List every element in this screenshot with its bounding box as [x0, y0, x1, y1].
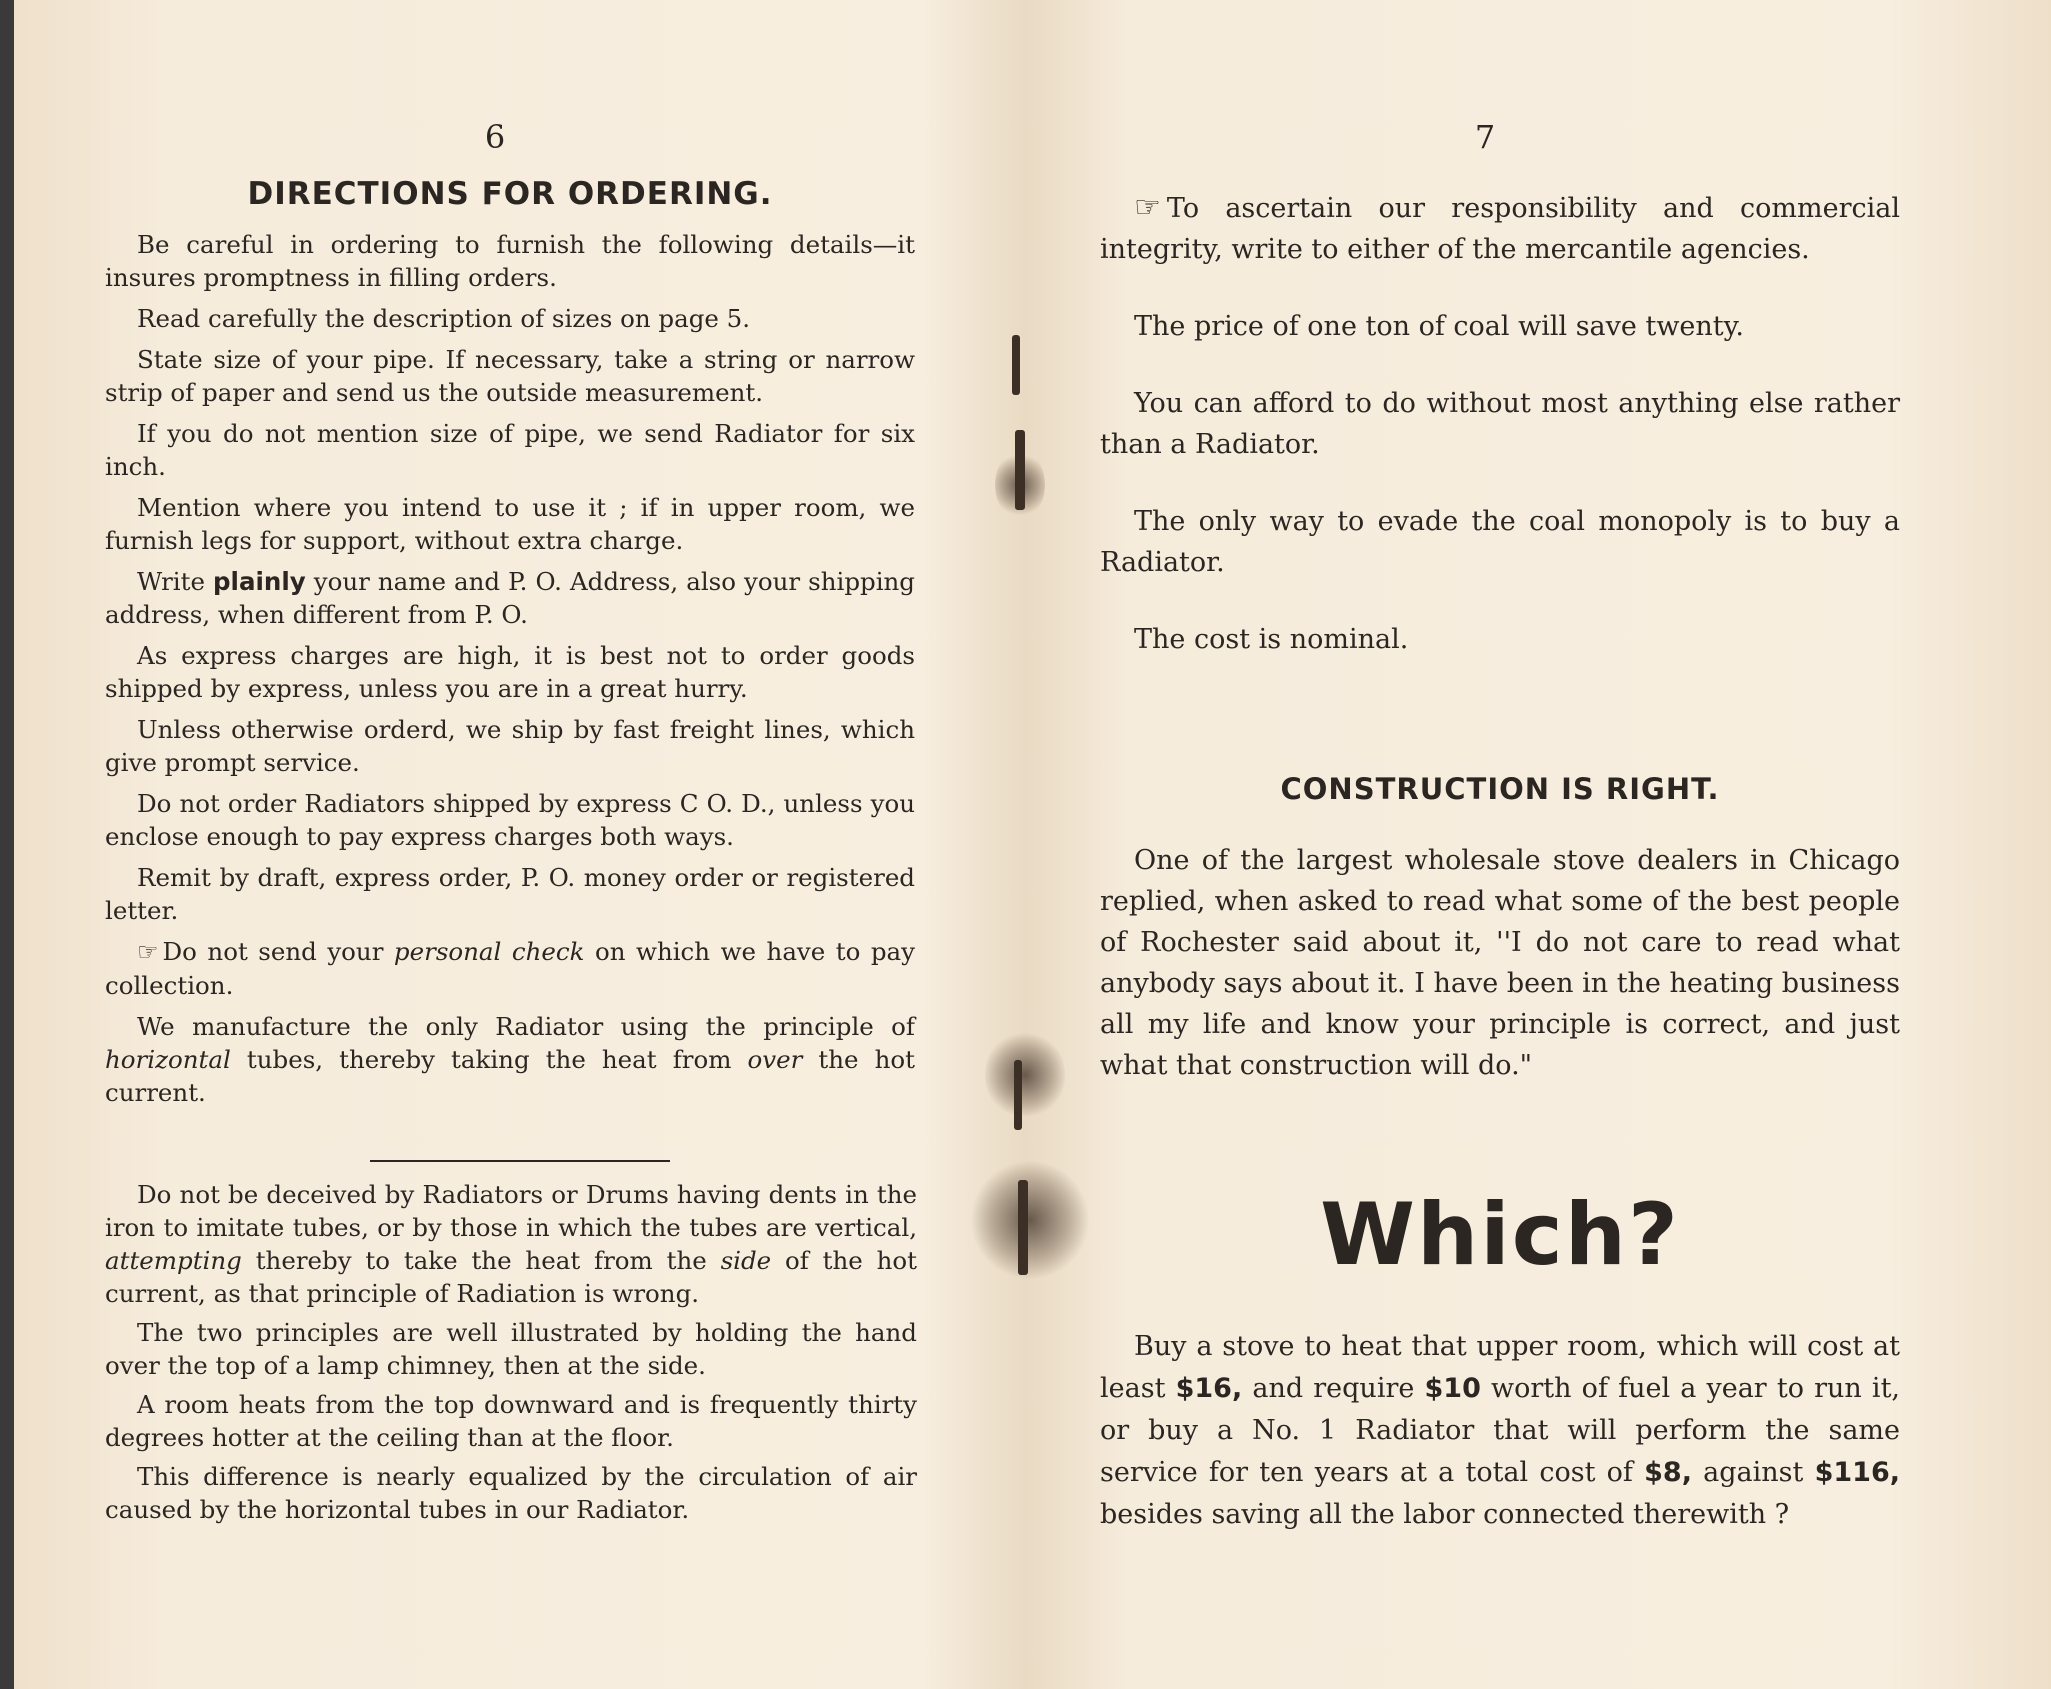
paragraph: [105, 1010, 915, 1109]
paragraph: A room heats from the top downward and is frequently thirty degrees hotter at the ceiling than at the floor.: [105, 1390, 917, 1452]
testimonial: [1100, 840, 1900, 1086]
paragraph: Read carefully the description of sizes on page 5.: [137, 304, 751, 333]
cost-comparison: [1100, 1326, 1900, 1536]
right-page: [1100, 0, 1900, 1689]
burn-mark: [970, 1160, 1090, 1280]
paragraph: The cost is nominal.: [1134, 624, 1409, 655]
page-number: 7: [1474, 118, 1496, 156]
binding-stitch: [1014, 1060, 1022, 1130]
text: your name and P. O. Address, also your shipping address, when different from P. O.: [105, 567, 915, 629]
emphasis: side: [720, 1246, 772, 1275]
text: tubes, thereby taking the heat from: [230, 1045, 748, 1074]
binding-stitch: [1018, 1180, 1028, 1275]
text: of the hot current, as that principle of Radiation is wrong.: [105, 1246, 917, 1308]
paragraph: Remit by draft, express order, P. O. money order or registered letter.: [105, 863, 915, 925]
emphasis: plainly: [213, 567, 306, 596]
paragraph: Be careful in ordering to furnish the following details—it insures promptness in filling orders.: [105, 230, 915, 292]
paragraph: State size of your pipe. If necessary, take a string or narrow strip of paper and send us the outside measurement.: [105, 345, 915, 407]
paragraph: One of the largest wholesale stove dealers in Chicago replied, when asked to read what some of the best people of Rochester said about it, ''I do not care to read what anybody says about it. I have been in the heating business all my life and know your principle is correct, and just what that construction will do.": [1100, 845, 1900, 1081]
paragraph: You can afford to do without most anything else rather than a Radiator.: [1100, 388, 1900, 460]
paragraph: [105, 565, 915, 631]
ordering-directions: [105, 228, 915, 1117]
emphasis: over: [747, 1045, 803, 1074]
paragraph: The only way to evade the coal monopoly is to buy a Radiator.: [1100, 506, 1900, 578]
paragraph: The price of one ton of coal will save twenty.: [1134, 311, 1744, 342]
price: $8,: [1644, 1457, 1692, 1488]
paragraph: [105, 1178, 917, 1310]
paragraph: The two principles are well illustrated by holding the hand over the top of a lamp chimney, then at the side.: [105, 1318, 917, 1380]
text: and require: [1242, 1373, 1425, 1404]
text: Buy a stove to heat that upper room, which will cost at least: [1100, 1331, 1900, 1404]
text: Do not send your: [162, 937, 394, 966]
pointing-hand-icon: ☞: [137, 938, 159, 966]
text: the hot current.: [105, 1045, 915, 1107]
binding-stitch: [1012, 335, 1020, 395]
text: against: [1691, 1457, 1815, 1488]
section-heading: CONSTRUCTION IS RIGHT.: [1280, 772, 1720, 806]
burn-mark: [985, 1030, 1065, 1120]
left-page: [105, 0, 915, 1689]
emphasis: horizontal: [105, 1045, 231, 1074]
binding-stitch: [1015, 430, 1025, 510]
page-edge-shadow: [0, 0, 14, 1689]
principle-explanation: [105, 1178, 917, 1532]
price: $116,: [1814, 1457, 1900, 1488]
divider: [370, 1160, 670, 1162]
paragraph: If you do not mention size of pipe, we send Radiator for six inch.: [105, 419, 915, 481]
price: $10: [1424, 1373, 1481, 1404]
pointing-hand-icon: ☞: [1134, 190, 1161, 225]
paragraph: [105, 935, 915, 1002]
paragraph: As express charges are high, it is best not to order goods shipped by express, unless you are in a great hurry.: [105, 641, 915, 703]
text: We manufacture the only Radiator using the principle of: [137, 1012, 915, 1041]
paragraph: [1100, 1326, 1900, 1536]
paragraph: Mention where you intend to use it ; if in upper room, we furnish legs for support, without extra charge.: [105, 493, 915, 555]
text: Do not be deceived by Radiators or Drums having dents in the iron to imitate tubes, or by those in which the tubes are vertical,: [105, 1180, 917, 1242]
price: $16,: [1175, 1373, 1243, 1404]
paragraph: This difference is nearly equalized by the circulation of air caused by the horizontal tubes in our Radiator.: [105, 1462, 917, 1524]
text: worth of fuel a year to run it, or buy a No. 1 Radiator that will perform the same service for ten years at a total cost of: [1100, 1373, 1901, 1488]
sales-points: [1100, 187, 1900, 696]
text: thereby to take the heat from the: [241, 1246, 721, 1275]
text: Write: [137, 567, 214, 596]
paragraph: [1100, 187, 1900, 270]
paragraph: Unless otherwise orderd, we ship by fast freight lines, which give prompt service.: [105, 715, 915, 777]
paragraph: Do not order Radiators shipped by express C O. D., unless you enclose enough to pay express charges both ways.: [105, 789, 915, 851]
text: To ascertain our responsibility and commercial integrity, write to either of the mercantile agencies.: [1100, 193, 1900, 265]
text: besides saving all the labor connected therewith ?: [1100, 1499, 1790, 1530]
emphasis: personal check: [393, 937, 585, 966]
section-heading: DIRECTIONS FOR ORDERING.: [247, 176, 773, 212]
which-headline: Which?: [1320, 1185, 1680, 1285]
page-number: 6: [484, 118, 506, 156]
emphasis: attempting: [105, 1246, 242, 1275]
text: on which we have to pay collection.: [105, 937, 915, 1000]
